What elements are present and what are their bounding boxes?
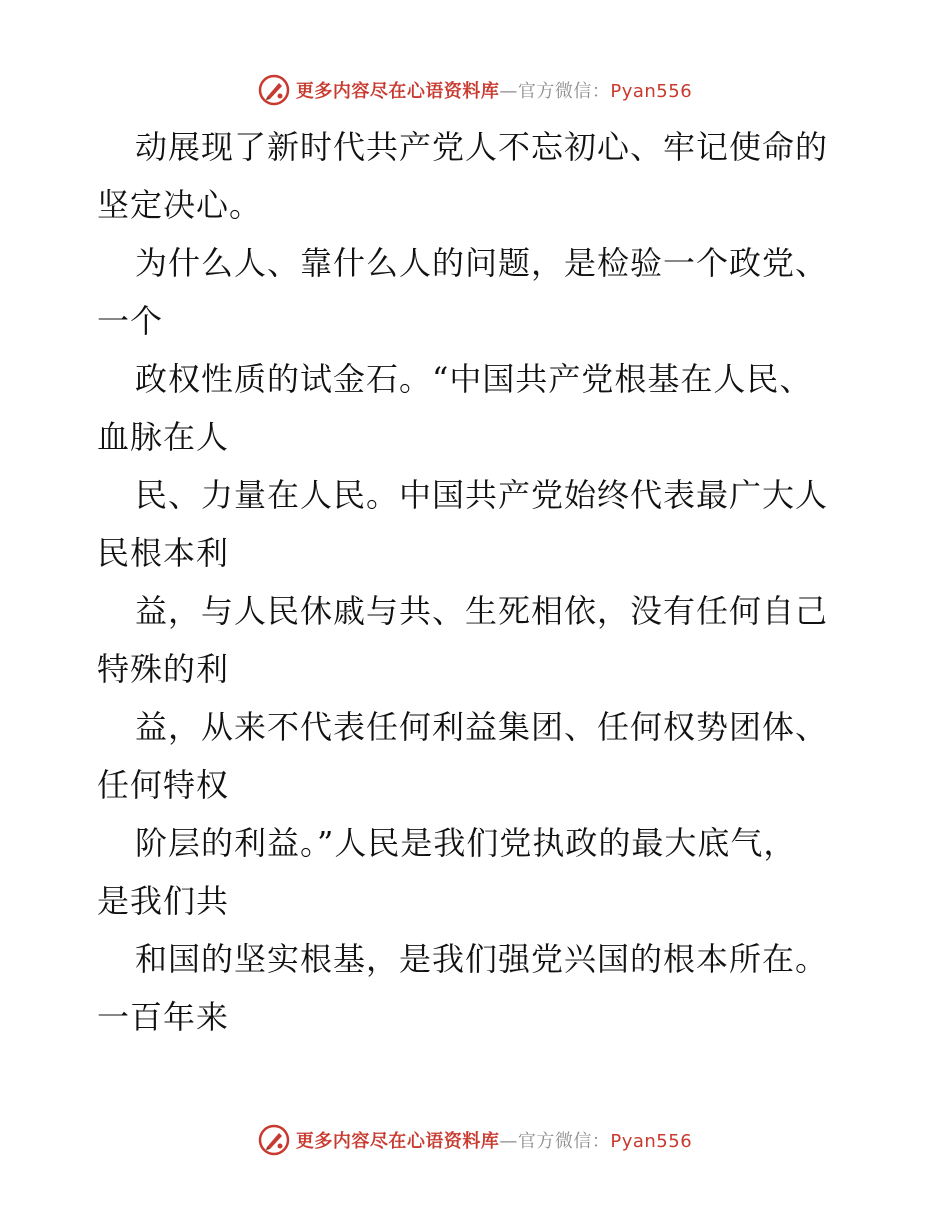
body-line: 坚定决心。: [97, 186, 263, 224]
body-line: 动展现了新时代共产党人不忘初心、牢记使命的: [135, 128, 829, 166]
body-line: 血脉在人: [97, 418, 230, 456]
document-body: [97, 118, 857, 1046]
footer-dash: —: [499, 1131, 518, 1152]
body-line: 民根本利: [97, 534, 230, 572]
body-line: 特殊的利: [97, 650, 230, 688]
body-line: 一百年来: [97, 998, 230, 1036]
body-line: 是我们共: [97, 882, 230, 920]
footer-text: [296, 1127, 692, 1153]
header-banner: [0, 70, 950, 110]
footer-banner-content: [258, 1124, 692, 1156]
footer-wechat-label: 官方微信：: [517, 1131, 611, 1152]
body-line: 任何特权: [97, 766, 230, 804]
header-dash: —: [499, 81, 518, 102]
body-line: 一个: [97, 302, 164, 340]
header-wechat-id: Pyan556: [610, 81, 693, 102]
body-line: 和国的坚实根基，是我们强党兴国的根本所在。: [135, 940, 829, 978]
body-line: 民、力量在人民。中国共产党始终代表最广大人: [135, 476, 829, 514]
body-line: 为什么人、靠什么人的问题，是检验一个政党、: [135, 244, 829, 282]
body-line: 益，从来不代表任何利益集团、任何权势团体、: [135, 708, 829, 746]
pen-logo-icon: [258, 1124, 290, 1156]
body-line: 阶层的利益。”人民是我们党执政的最大底气，: [135, 824, 797, 862]
footer-banner: [0, 1120, 950, 1160]
pen-logo-icon: [258, 74, 290, 106]
header-brand-text: 更多内容尽在心语资料库: [295, 81, 500, 102]
footer-brand-text: 更多内容尽在心语资料库: [295, 1131, 500, 1152]
body-line: 政权性质的试金石。“中国共产党根基在人民、: [135, 360, 813, 398]
header-text: [296, 77, 692, 103]
header-banner-content: [258, 74, 692, 106]
header-wechat-label: 官方微信：: [517, 81, 611, 102]
footer-wechat-id: Pyan556: [610, 1131, 693, 1152]
body-line: 益，与人民休戚与共、生死相依，没有任何自己: [135, 592, 829, 630]
